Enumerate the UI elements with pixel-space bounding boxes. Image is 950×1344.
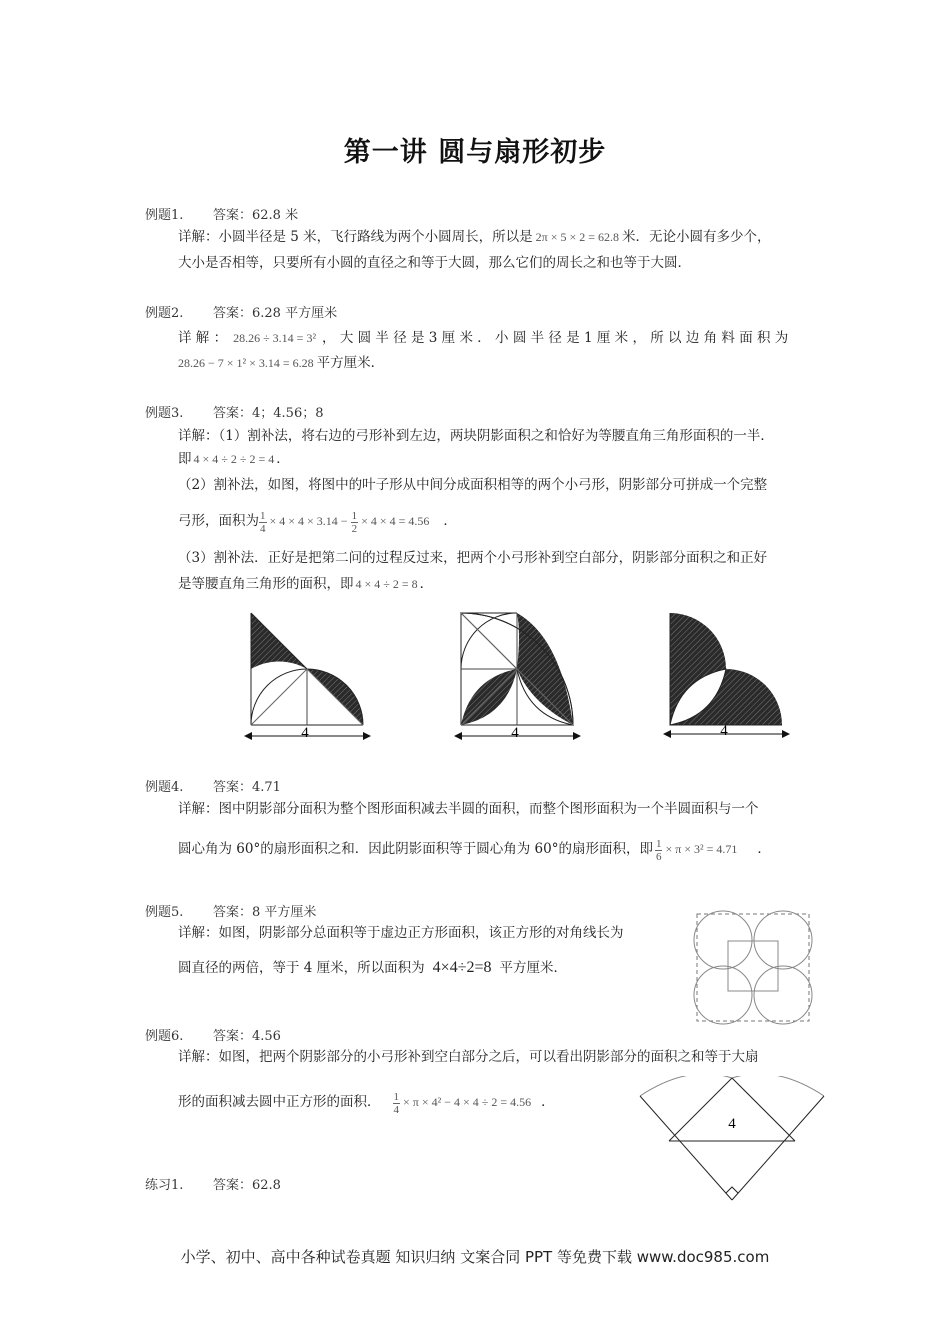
example-label: 例题5. [145, 905, 184, 920]
example-2-line-2 [178, 351, 384, 375]
example-3-header [145, 402, 324, 421]
explain-text: 详解：如图，把两个阴影部分的小弓形补到空白部分之后，可以看出阴影部分的面积之和等于大扇 [178, 1049, 759, 1065]
example-6-line-2 [178, 1086, 555, 1118]
explain-text: （3）割补法．正好是把第二问的过程反过来，把两个小弓形补到空白部分，阴影部分面积之和正好 [178, 550, 768, 566]
dimension-label: 4 [728, 1116, 736, 1132]
explain-text: 详解：图中阴影部分面积为整个图形面积减去半圆的面积，而整个图形面积为一个半圆面积与一个 [178, 801, 759, 817]
dimension-label: 4 [301, 725, 309, 741]
explain-text: 详解：（1）割补法，将右边的弓形补到左边，两块阴影面积之和恰好为等腰直角三角形面积的一半． [178, 428, 774, 444]
explain-text: ． [276, 451, 290, 467]
example-3-line-4 [178, 505, 457, 537]
explain-text: 圆心角为 60°的扇形面积之和．因此阴影面积等于圆心角为 60°的扇形面积，即 [178, 841, 653, 857]
example-6-figure [636, 1076, 830, 1206]
formula: 28.26 − 7 × 1² × 3.14 = 6.28 [178, 356, 314, 370]
answer-text: 答案：4；4.56；8 [213, 406, 324, 421]
example-1-header [145, 204, 298, 223]
example-3-line-3 [178, 473, 767, 497]
example-4-line-2 [178, 833, 771, 865]
explain-text: 是等腰直角三角形的面积，即 [178, 576, 354, 592]
explain-text: （2）割补法，如图，将图中的叶子形从中间分成面积相等的两个小弓形，阴影部分可拼成一个完整 [178, 477, 768, 493]
example-3-figures [236, 606, 796, 746]
example-4-header [145, 776, 281, 795]
example-1-line-2 [178, 251, 691, 275]
explain-text: 即 [178, 451, 192, 467]
page-footer: 小学、初中、高中各种试卷真题 知识归纳 文案合同 PPT 等免费下载 www.doc985.com [180, 1248, 770, 1266]
explain-text: ． [419, 576, 434, 592]
answer-text: 答案：8 平方厘米 [213, 905, 317, 920]
example-5-line-2 [178, 953, 567, 983]
example-3-line-2 [178, 447, 290, 471]
figure-1 [251, 613, 363, 725]
explain-text: ． [757, 841, 771, 857]
explain-text: ． [541, 1094, 555, 1110]
explain-text: 详解：小圆半径是 5 米，飞行路线为两个小圆周长，所以是 [178, 229, 533, 245]
explain-text: 米．无论小圆有多少个， [622, 229, 771, 245]
formula: $\frac{1}{4}$ × π × 4² − 4 × 4 ÷ 2 = 4.56 [393, 1090, 532, 1116]
example-4-line-1 [178, 797, 759, 821]
formula: $\frac{1}{4}$ × 4 × 4 × 3.14 − $\frac{1}{2}$ × 4 × 4 = 4.56 [260, 509, 430, 535]
answer-text: 答案：4.71 [213, 780, 281, 795]
formula: 28.26 ÷ 3.14 = 3² [233, 331, 317, 345]
practice-1-header [145, 1174, 281, 1193]
example-label: 例题3. [145, 406, 184, 421]
example-3-line-6 [178, 572, 433, 596]
explain-text: 圆直径的两倍，等于 4 厘米，所以面积为 [178, 960, 425, 976]
answer-text: 答案：62.8 米 [213, 208, 299, 223]
formula: 4×4÷2=8 [432, 959, 492, 976]
example-label: 例题2. [145, 306, 184, 321]
formula: 2π × 5 × 2 = 62.8 [535, 230, 620, 244]
example-3-line-1 [178, 424, 774, 448]
example-5-figure [685, 904, 821, 1028]
answer-text: 答案：4.56 [213, 1029, 281, 1044]
dimension-label: 4 [720, 723, 728, 739]
formula: $\frac{1}{6}$ × π × 3² = 4.71 [655, 837, 738, 863]
explain-text: 大小是否相等，只要所有小圆的直径之和等于大圆，那么它们的周长之和也等于大圆． [178, 255, 691, 271]
example-label: 例题1. [145, 208, 184, 223]
example-1-line-1 [178, 225, 771, 249]
example-label: 例题4. [145, 780, 184, 795]
formula: 4 × 4 ÷ 2 = 8 [355, 577, 418, 591]
explain-text: ． [443, 513, 457, 529]
explain-text: ， 大 圆 半 径 是 3 厘 米 ． 小 圆 半 径 是 1 厘 米 ， 所 以 边 角 料 面 积 为 [322, 330, 789, 346]
explain-text: 平方厘米． [316, 355, 385, 371]
example-label: 例题6. [145, 1029, 184, 1044]
explain-text: 形的面积减去圆中正方形的面积． [178, 1094, 381, 1110]
example-2-line-1 [178, 326, 788, 350]
page-title: 第一讲 圆与扇形初步 [343, 137, 607, 168]
dimension-label: 4 [511, 725, 519, 741]
example-3-line-5 [178, 546, 767, 570]
practice-label: 练习1. [145, 1178, 184, 1193]
explain-text: 弓形，面积为 [178, 513, 259, 529]
example-5-header [145, 901, 316, 920]
formula: 4 × 4 ÷ 2 ÷ 2 = 4 [193, 452, 275, 466]
figure-3 [670, 613, 782, 725]
example-6-line-1 [178, 1045, 759, 1069]
figure-2 [461, 613, 573, 725]
example-2-header [145, 302, 337, 321]
answer-text: 答案：62.8 [213, 1178, 281, 1193]
explain-text: 详 解 ： [178, 330, 228, 346]
explain-text: 详解：如图，阴影部分总面积等于虚边正方形面积，该正方形的对角线长为 [178, 925, 624, 941]
explain-text: 平方厘米． [499, 960, 567, 976]
answer-text: 答案：6.28 平方厘米 [213, 306, 338, 321]
example-5-line-1 [178, 921, 624, 945]
example-6-header [145, 1025, 281, 1044]
